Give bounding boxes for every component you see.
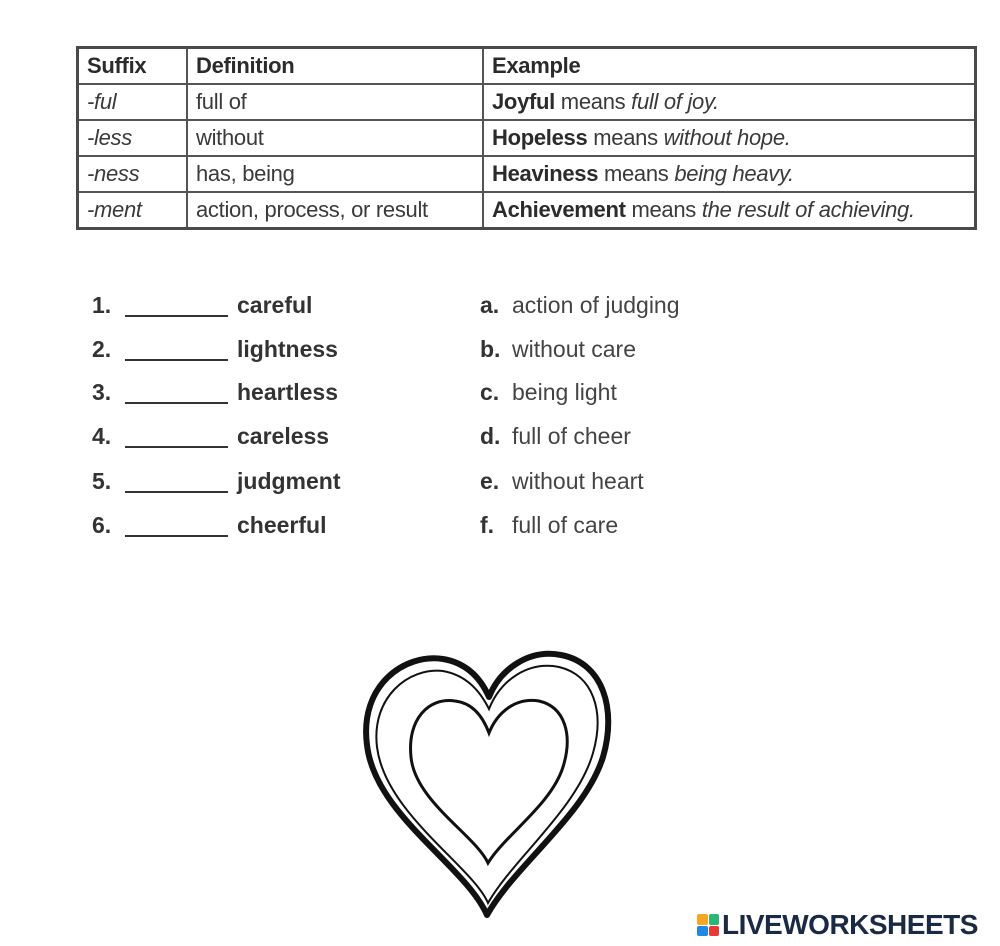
exercise-item xyxy=(92,423,792,453)
item-number: 4. xyxy=(92,423,112,449)
example-means: means xyxy=(598,161,675,186)
option-letter: d. xyxy=(480,423,501,449)
answer-blank[interactable] xyxy=(125,491,228,493)
answer-blank[interactable] xyxy=(125,535,228,537)
suffix-table xyxy=(76,46,977,230)
exercise-item xyxy=(92,468,792,498)
suffix-cell: -ful xyxy=(78,84,188,120)
exercise-item xyxy=(92,336,792,366)
example-cell xyxy=(483,156,976,192)
item-word: cheerful xyxy=(237,512,327,538)
table-row xyxy=(78,156,976,192)
option-meaning: action of judging xyxy=(512,292,680,318)
option-meaning: without heart xyxy=(512,468,644,494)
item-word: careful xyxy=(237,292,313,318)
liveworksheets-logo-icon xyxy=(697,914,719,936)
option-letter: f. xyxy=(480,512,495,538)
example-cell xyxy=(483,120,976,156)
example-means: means xyxy=(625,197,702,222)
item-number: 2. xyxy=(92,336,112,362)
definition-cell: action, process, or result xyxy=(187,192,483,229)
example-cell xyxy=(483,84,976,120)
item-number: 3. xyxy=(92,379,112,405)
option-meaning: being light xyxy=(512,379,617,405)
option-letter: c. xyxy=(480,379,500,405)
table-row xyxy=(78,84,976,120)
example-word: Hopeless xyxy=(492,125,588,150)
exercise-item xyxy=(92,292,792,322)
exercise-item xyxy=(92,512,792,542)
header-definition: Definition xyxy=(187,48,483,85)
example-word: Heaviness xyxy=(492,161,599,186)
answer-blank[interactable] xyxy=(125,359,228,361)
table-row xyxy=(78,192,976,229)
suffix-cell: -ness xyxy=(78,156,188,192)
suffix-cell: -ment xyxy=(78,192,188,229)
option-meaning: full of care xyxy=(512,512,619,538)
definition-cell: has, being xyxy=(187,156,483,192)
example-meaning: without hope. xyxy=(663,125,791,150)
example-word: Joyful xyxy=(492,89,555,114)
header-example: Example xyxy=(483,48,976,85)
option-letter: a. xyxy=(480,292,500,318)
table-row xyxy=(78,120,976,156)
item-word: judgment xyxy=(237,468,341,494)
item-number: 5. xyxy=(92,468,112,494)
answer-blank[interactable] xyxy=(125,315,228,317)
definition-cell: full of xyxy=(187,84,483,120)
header-suffix: Suffix xyxy=(78,48,188,85)
heart-icon xyxy=(355,645,620,925)
definition-cell: without xyxy=(187,120,483,156)
example-cell xyxy=(483,192,976,229)
item-number: 1. xyxy=(92,292,112,318)
option-letter: b. xyxy=(480,336,501,362)
example-word: Achievement xyxy=(492,197,626,222)
watermark-text: LIVEWORKSHEETS xyxy=(722,909,978,940)
item-number: 6. xyxy=(92,512,112,538)
example-meaning: being heavy. xyxy=(674,161,794,186)
example-means: means xyxy=(587,125,664,150)
liveworksheets-watermark xyxy=(697,910,978,940)
option-meaning: full of cheer xyxy=(512,423,631,449)
answer-blank[interactable] xyxy=(125,402,228,404)
exercise-item xyxy=(92,379,792,409)
suffix-cell: -less xyxy=(78,120,188,156)
example-meaning: full of joy. xyxy=(631,89,719,114)
example-means: means xyxy=(555,89,632,114)
table-header-row xyxy=(78,48,976,85)
answer-blank[interactable] xyxy=(125,446,228,448)
item-word: careless xyxy=(237,423,330,449)
option-meaning: without care xyxy=(512,336,637,362)
option-letter: e. xyxy=(480,468,500,494)
item-word: heartless xyxy=(237,379,339,405)
item-word: lightness xyxy=(237,336,338,362)
example-meaning: the result of achieving. xyxy=(701,197,915,222)
